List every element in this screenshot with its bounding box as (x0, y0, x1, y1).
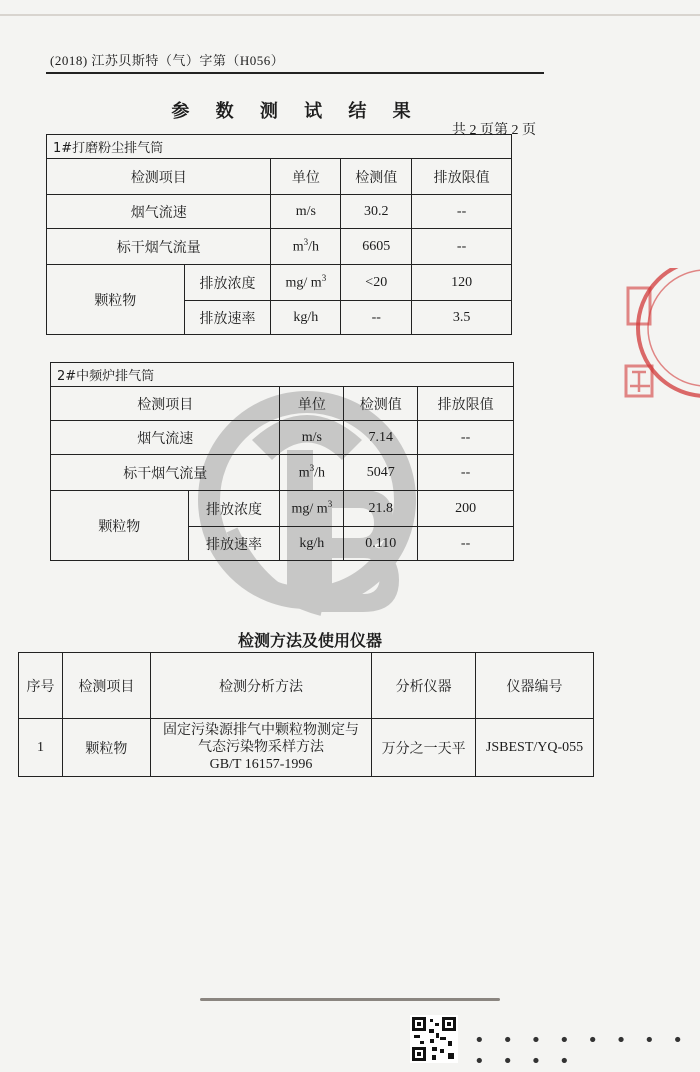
page-title: 参 数 测 试 结 果 (171, 101, 421, 122)
row-value: 30.2 (341, 195, 412, 229)
table-row (51, 491, 514, 527)
row-limit: -- (418, 421, 514, 455)
method-standard: GB/T 16157-1996 (209, 757, 313, 772)
red-seal-stamp-icon (618, 268, 700, 418)
row-limit: 200 (418, 491, 514, 527)
footer-rule (200, 998, 500, 1001)
row-unit: mg/ $m^3$ (271, 265, 341, 301)
table-row (47, 229, 512, 265)
method-line-1: 固定污染源排气中颗粒物测定与 (163, 722, 359, 738)
header-item: 检测项目 (51, 387, 280, 421)
row-value: 6605 (341, 229, 412, 265)
report-number: (2018) 江苏贝斯特（气）字第（H056） (50, 53, 285, 68)
methods-table (18, 652, 594, 777)
row-value: -- (341, 301, 412, 335)
particulate-item: 颗粒物 (51, 491, 189, 561)
top-edge (0, 14, 700, 16)
row-limit: -- (412, 195, 512, 229)
table1-caption: 1#打磨粉尘排气筒 (47, 135, 512, 159)
table-row (19, 719, 594, 777)
row-item: 标干烟气流量 (47, 229, 271, 265)
row-limit: 3.5 (412, 301, 512, 335)
header-value: 检测值 (344, 387, 418, 421)
header-limit: 排放限值 (418, 387, 514, 421)
row-limit: -- (418, 455, 514, 491)
sub-item: 排放速率 (188, 527, 280, 561)
header-method: 检测分析方法 (150, 653, 372, 719)
row-item: 颗粒物 (62, 719, 150, 777)
row-method (150, 719, 372, 777)
results-table-1 (46, 134, 512, 335)
sub-item: 排放浓度 (188, 491, 280, 527)
row-item: 烟气流速 (51, 421, 280, 455)
header-item: 检测项目 (62, 653, 150, 719)
row-item: 标干烟气流量 (51, 455, 280, 491)
footer-dots: • • • • • • • • • • • • (474, 1030, 689, 1072)
row-unit: m/s (271, 195, 341, 229)
methods-title: 检测方法及使用仪器 (237, 631, 382, 650)
row-unit: kg/h (280, 527, 344, 561)
row-value: 5047 (344, 455, 418, 491)
row-value: <20 (341, 265, 412, 301)
table-row (51, 421, 514, 455)
header-instrument: 分析仪器 (372, 653, 476, 719)
method-line-2: 气态污染物采样方法 (198, 739, 324, 755)
page-counter: 共 2 页第 2 页 (452, 123, 536, 138)
header-limit: 排放限值 (412, 159, 512, 195)
table-row (47, 195, 512, 229)
header-item: 检测项目 (47, 159, 271, 195)
row-value: 0.110 (344, 527, 418, 561)
row-unit: m/s (280, 421, 344, 455)
table-row (51, 455, 514, 491)
sub-item: 排放浓度 (184, 265, 271, 301)
particulate-item: 颗粒物 (47, 265, 185, 335)
table2-caption: 2#中频炉排气筒 (51, 363, 514, 387)
qr-code-icon (410, 1015, 458, 1063)
row-seq: 1 (19, 719, 63, 777)
row-instrument-no: JSBEST/YQ-055 (476, 719, 594, 777)
results-table-2 (50, 362, 514, 561)
sub-item: 排放速率 (184, 301, 271, 335)
row-unit: mg/ $m^3$ (280, 491, 344, 527)
table-row (47, 265, 512, 301)
row-unit: $m^3/h$ (280, 455, 344, 491)
row-instrument: 万分之一天平 (372, 719, 476, 777)
row-limit: -- (418, 527, 514, 561)
header-value: 检测值 (341, 159, 412, 195)
row-limit: -- (412, 229, 512, 265)
row-value: 21.8 (344, 491, 418, 527)
header-unit: 单位 (271, 159, 341, 195)
header-instrument-no: 仪器编号 (476, 653, 594, 719)
row-unit: kg/h (271, 301, 341, 335)
row-value: 7.14 (344, 421, 418, 455)
header-seq: 序号 (19, 653, 63, 719)
row-item: 烟气流速 (47, 195, 271, 229)
header-rule (46, 72, 544, 74)
row-limit: 120 (412, 265, 512, 301)
header-unit: 单位 (280, 387, 344, 421)
row-unit: $m^3/h$ (271, 229, 341, 265)
